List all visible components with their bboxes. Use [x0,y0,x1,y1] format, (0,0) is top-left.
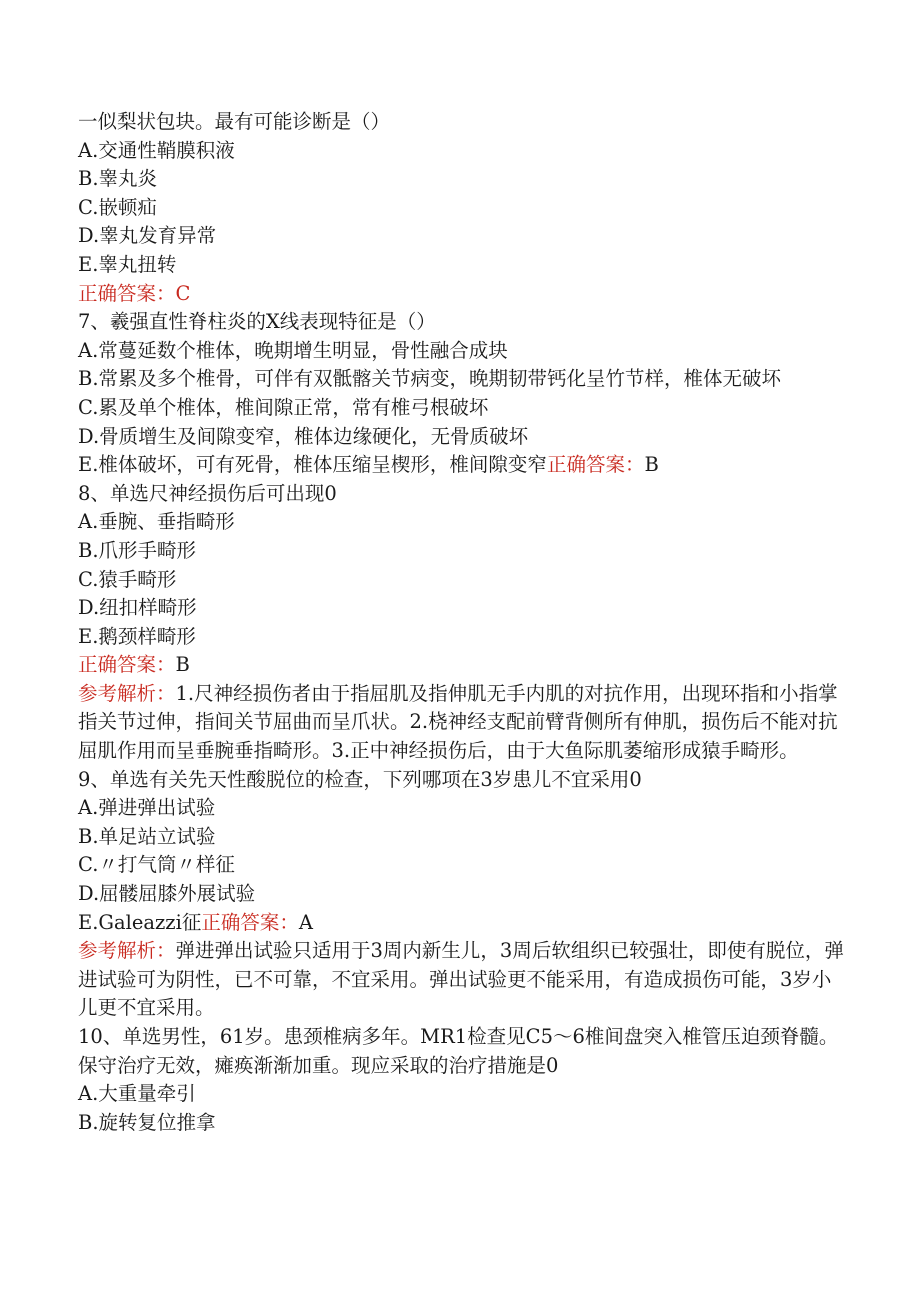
q9-analysis-text: 弹进弹出试验只适用于3周内新生儿，3周后软组织已较强壮，即使有脱位，弹进试验可为阴性，已不可靠，不宜采用。弹出试验更不能采用，有造成损伤可能，3岁小儿更不宜采用。 [78,939,844,1020]
q6-stem: 一似梨状包块。最有可能诊断是（） [78,110,391,133]
q7-stem: 7、羲强直性脊柱炎的X线表现特征是（） [78,310,436,334]
q8-option-b: B.爪形手畸形 [78,538,197,562]
q9-option-b: B.单足站立试验 [78,824,216,848]
q7-option-e: E.椎体破坏，可有死骨，椎体压缩呈楔形，椎间隙变窄 [78,453,547,477]
q7-option-d: D.骨质增生及间隙变窄，椎体边缘硬化，无骨质破坏 [78,424,529,448]
q9-answer-value: A [298,910,313,934]
q9-stem: 9、单选有关先天性酸脱位的检查，下列哪项在3岁患儿不宜采用0 [78,767,642,791]
q6-option-b: B.睾丸炎 [78,167,158,191]
q8-answer [78,651,848,680]
q8-stem: 8、单选尺神经损伤后可出现0 [78,481,337,505]
q9-option-a: A.弹进弹出试验 [78,796,216,820]
q7-option-a: A.常蔓延数个椎体，晚期增生明显，骨性融合成块 [78,338,508,362]
q8-analysis-label: 参考解析： [78,681,176,705]
q10-stem: 10、单选男性，61岁。患颈椎病多年。MR1检查见C5～6椎间盘突入椎管压迫颈脊髓。保守治疗无效，瘫痪渐渐加重。现应采取的治疗措施是0 [78,1025,839,1077]
q8-option-d: D.纽扣样畸形 [78,596,197,620]
q9-option-e-with-answer [78,909,848,938]
q9-analysis [78,937,848,1023]
q9-option-e: E.Galeazzi征 [78,910,202,934]
q7-answer-label: 正确答案： [546,453,645,477]
q7-option-b: B.常累及多个椎骨，可伴有双骶髂关节病变，晚期韧带钙化呈竹节样，椎体无破坏 [78,367,782,391]
q7-option-c: C.累及单个椎体，椎间隙正常，常有椎弓根破坏 [78,395,489,419]
q9-option-c: C.〃打气筒〃样征 [78,853,235,877]
q8-analysis [78,680,848,766]
q6-answer-label: 正确答案： [78,281,176,305]
q8-option-c: C.猿手畸形 [78,567,177,591]
q6-option-e: E.睾丸扭转 [78,252,177,276]
q10-option-b: B.旋转复位推拿 [78,1110,216,1134]
q6-option-d: D.睾丸发育异常 [78,224,217,248]
q6-answer [78,280,848,309]
q7-option-e-with-answer [78,451,848,480]
q6-answer-value: C [175,281,191,305]
q7-answer-value: B [644,453,659,477]
q6-option-c: C.嵌顿疝 [78,195,157,219]
q9-answer-label: 正确答案： [201,910,299,934]
q8-answer-value: B [175,653,190,677]
q8-option-e: E.鹅颈样畸形 [78,624,196,648]
q9-analysis-label: 参考解析： [78,939,176,963]
q9-option-d: D.屈髅屈膝外展试验 [78,882,256,906]
document-page [78,108,848,1137]
q8-answer-label: 正确答案： [78,653,176,677]
q8-option-a: A.垂腕、垂指畸形 [78,510,235,534]
q10-option-a: A.大重量牵引 [78,1082,196,1106]
q6-option-a: A.交通性鞘膜积液 [78,138,235,162]
q8-analysis-text: 1.尺神经损伤者由于指屈肌及指伸肌无手内肌的对抗作用，出现环指和小指掌指关节过伸，指间关节屈曲而呈爪状。2.桡神经支配前臂背侧所有伸肌，损伤后不能对抗屈肌作用而呈垂腕垂指畸形。3.正中神经损伤后，由于大鱼际肌萎缩形成猿手畸形。 [78,681,838,763]
